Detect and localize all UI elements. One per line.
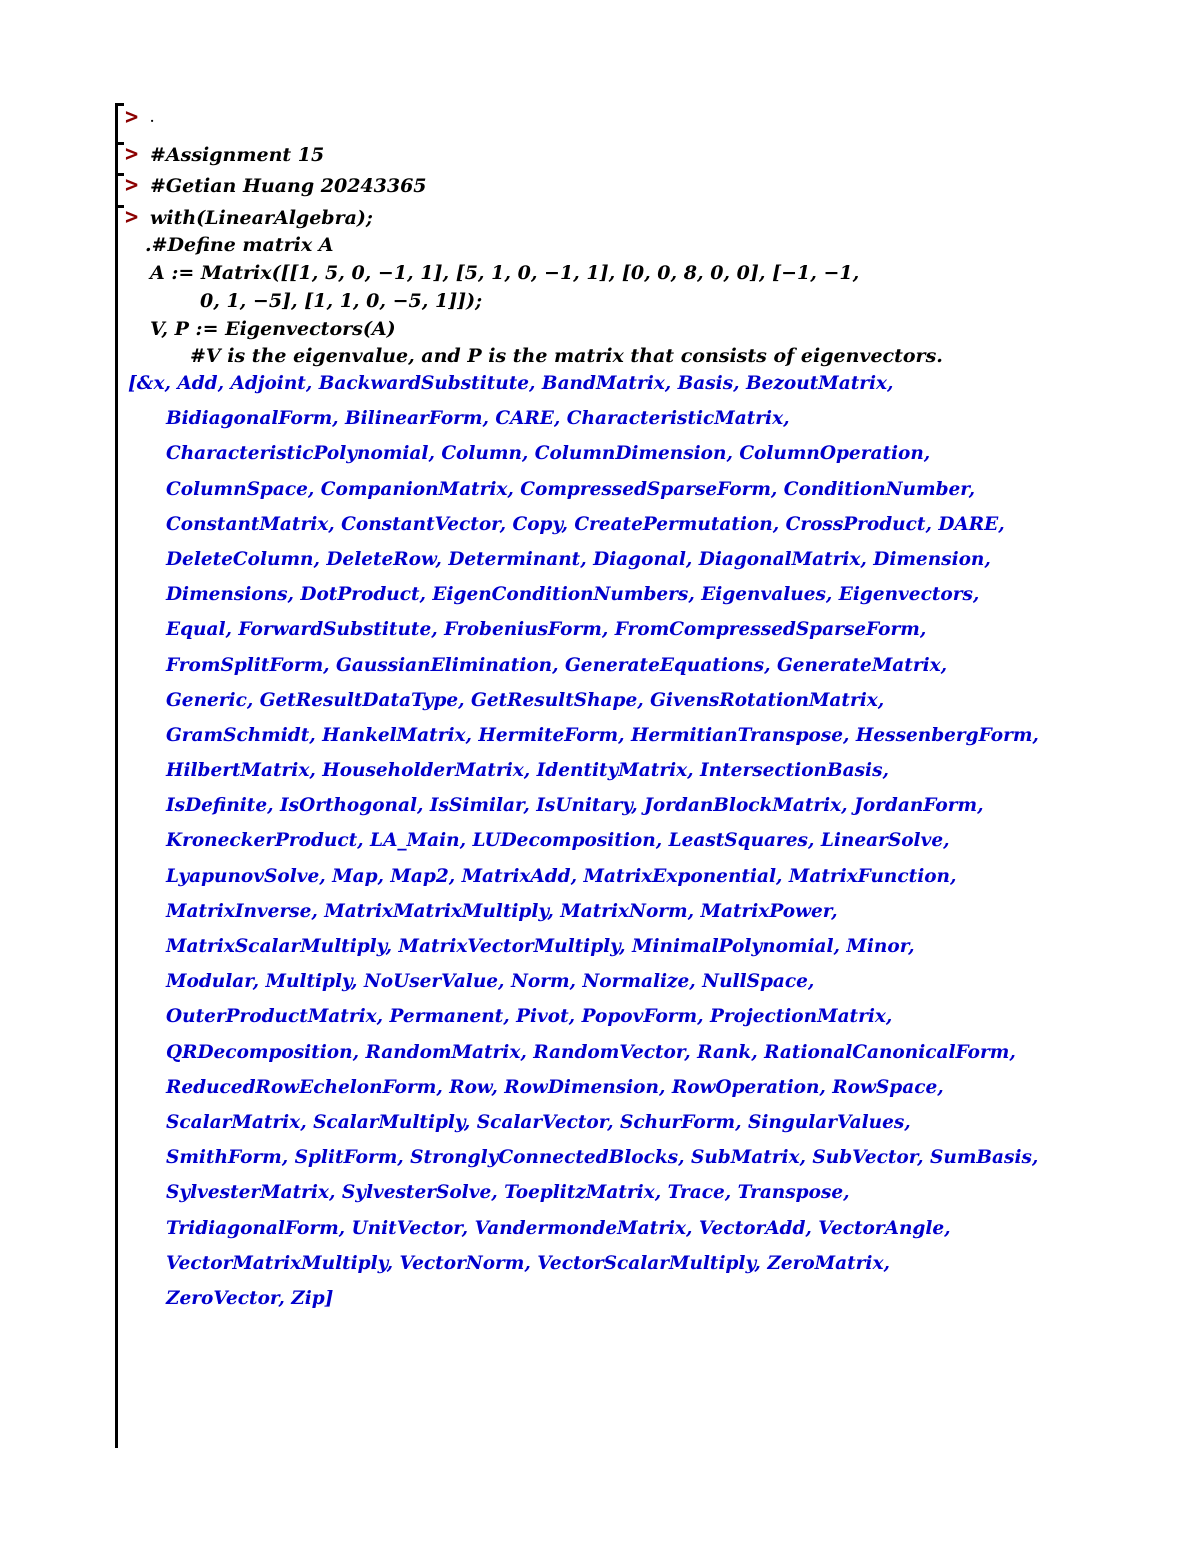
output-line: SylvesterMatrix, SylvesterSolve, ToeplitzMatrix, Trace, Transpose,: [166, 1182, 850, 1204]
output-line: VectorMatrixMultiply, VectorNorm, VectorScalarMultiply, ZeroMatrix,: [166, 1252, 890, 1274]
execution-group-bracket[interactable]: [115, 103, 118, 1448]
output-line: ScalarMatrix, ScalarMultiply, ScalarVector, SchurForm, SingularValues,: [166, 1111, 911, 1133]
prompt-4: >: [125, 205, 139, 230]
prompt-1: >: [125, 105, 139, 130]
prompt-2: >: [125, 142, 139, 167]
group-bracket-2[interactable]: [115, 142, 124, 169]
define-matrix-comment[interactable]: .#Define matrix A: [145, 234, 334, 256]
matrix-definition-line-2[interactable]: 0, 1, −5], [1, 1, 0, −5, 1]]);: [200, 290, 483, 312]
output-line: [&x, Add, Adjoint, BackwardSubstitute, BandMatrix, Basis, BezoutMatrix,: [128, 373, 894, 394]
output-line: Dimensions, DotProduct, EigenConditionNumbers, Eigenvalues, Eigenvectors,: [166, 584, 980, 606]
output-line: Equal, ForwardSubstitute, FrobeniusForm, FromCompressedSparseForm,: [166, 619, 927, 641]
output-line: GramSchmidt, HankelMatrix, HermiteForm, HermitianTranspose, HessenbergForm,: [166, 724, 1039, 746]
with-linear-algebra-input[interactable]: with(LinearAlgebra);: [150, 207, 373, 229]
output-line: IsDefinite, IsOrthogonal, IsSimilar, IsUnitary, JordanBlockMatrix, JordanForm,: [166, 795, 984, 817]
output-line: MatrixScalarMultiply, MatrixVectorMultiply, MinimalPolynomial, Minor,: [166, 936, 915, 957]
eigenvectors-input[interactable]: V, P := Eigenvectors(A): [150, 318, 396, 340]
output-region: [128, 366, 1178, 1316]
author-comment[interactable]: #Getian Huang 20243365: [150, 175, 427, 197]
output-line: BidiagonalForm, BilinearForm, CARE, CharacteristicMatrix,: [166, 408, 790, 430]
output-line: ColumnSpace, CompanionMatrix, CompressedSparseForm, ConditionNumber,: [166, 478, 976, 500]
output-line: HilbertMatrix, HouseholderMatrix, IdentityMatrix, IntersectionBasis,: [166, 760, 889, 782]
output-line: CharacteristicPolynomial, Column, ColumnDimension, ColumnOperation,: [166, 443, 931, 465]
output-line: SmithForm, SplitForm, StronglyConnectedBlocks, SubMatrix, SubVector, SumBasis,: [166, 1147, 1039, 1169]
output-line: Generic, GetResultDataType, GetResultShape, GivensRotationMatrix,: [166, 689, 885, 711]
output-line: LyapunovSolve, Map, Map2, MatrixAdd, MatrixExponential, MatrixFunction,: [166, 865, 957, 887]
output-line: MatrixInverse, MatrixMatrixMultiply, MatrixNorm, MatrixPower,: [166, 900, 838, 922]
output-line: KroneckerProduct, LA_Main, LUDecomposition, LeastSquares, LinearSolve,: [166, 830, 950, 852]
group-bracket-4[interactable]: [115, 205, 124, 232]
matrix-definition-line-1[interactable]: A := Matrix([[1, 5, 0, −1, 1], [5, 1, 0, −1, 1], [0, 0, 8, 0, 0], [−1, −1,: [150, 262, 860, 284]
output-line: Modular, Multiply, NoUserValue, Norm, Normalize, NullSpace,: [166, 971, 815, 993]
output-line: ZeroVector, Zip]: [166, 1287, 334, 1309]
output-line: FromSplitForm, GaussianElimination, GenerateEquations, GenerateMatrix,: [166, 654, 948, 676]
output-line: DeleteColumn, DeleteRow, Determinant, Diagonal, DiagonalMatrix, Dimension,: [166, 548, 991, 570]
output-line: TridiagonalForm, UnitVector, VandermondeMatrix, VectorAdd, VectorAngle,: [166, 1217, 951, 1239]
prompt-3: >: [125, 173, 139, 198]
output-line: ConstantMatrix, ConstantVector, Copy, CreatePermutation, CrossProduct, DARE,: [166, 513, 1005, 535]
output-line: QRDecomposition, RandomMatrix, RandomVector, Rank, RationalCanonicalForm,: [166, 1041, 1016, 1063]
group-bracket-3[interactable]: [115, 173, 124, 200]
output-line: ReducedRowEchelonForm, Row, RowDimension, RowOperation, RowSpace,: [166, 1076, 944, 1098]
output-line: OuterProductMatrix, Permanent, Pivot, PopovForm, ProjectionMatrix,: [166, 1006, 893, 1028]
group-bracket-1[interactable]: [115, 103, 124, 138]
empty-input-line[interactable]: .: [150, 111, 155, 125]
assignment-comment[interactable]: #Assignment 15: [150, 144, 325, 166]
eigenvectors-comment[interactable]: #V is the eigenvalue, and P is the matrix that consists of eigenvectors.: [190, 345, 943, 367]
